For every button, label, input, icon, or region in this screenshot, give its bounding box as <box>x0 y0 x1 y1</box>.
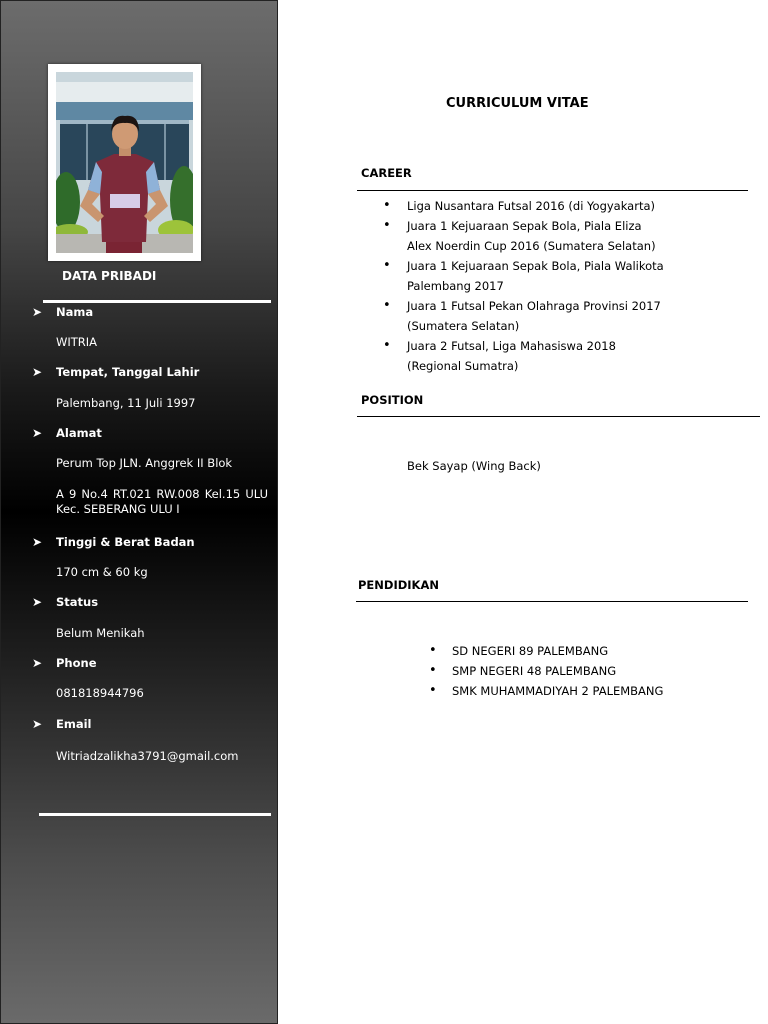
list-item: • Juara 1 Kejuaraan Sepak Bola, Piala Eliza Alex Noerdin Cup 2016 (Sumatera Selatan) <box>407 216 667 256</box>
position-divider <box>357 416 760 417</box>
list-item: • SD NEGERI 89 PALEMBANG <box>452 641 712 661</box>
career-heading: CAREER <box>361 166 412 180</box>
career-divider <box>357 190 748 191</box>
address-label: Alamat <box>56 426 102 440</box>
email-label: Email <box>56 717 92 731</box>
arrow-bullet-icon: ➤ <box>32 305 43 319</box>
status-label: Status <box>56 595 99 609</box>
profile-photo <box>56 72 193 253</box>
arrow-bullet-icon: ➤ <box>32 426 43 440</box>
list-item: • Juara 1 Kejuaraan Sepak Bola, Piala Walikota Palembang 2017 <box>407 256 667 296</box>
arrow-bullet-icon: ➤ <box>32 535 43 549</box>
education-heading: PENDIDIKAN <box>358 578 439 592</box>
arrow-bullet-icon: ➤ <box>32 595 43 609</box>
education-list <box>452 641 712 701</box>
sidebar <box>0 0 278 1024</box>
status-value: Belum Menikah <box>56 626 145 640</box>
birth-label: Tempat, Tanggal Lahir <box>56 365 200 379</box>
address-value-line2: A 9 No.4 RT.021 RW.008 Kel.15 ULU Kec. SEBERANG ULU I <box>56 487 268 516</box>
position-heading: POSITION <box>361 393 424 407</box>
arrow-bullet-icon: ➤ <box>32 656 43 670</box>
email-value: Witriadzalikha3791@gmail.com <box>56 749 239 763</box>
list-item: • SMP NEGERI 48 PALEMBANG <box>452 661 712 681</box>
arrow-bullet-icon: ➤ <box>32 717 43 731</box>
position-value: Bek Sayap (Wing Back) <box>407 459 541 473</box>
career-list <box>407 196 667 376</box>
address-value-line1: Perum Top JLN. Anggrek II Blok <box>56 456 233 470</box>
list-item: • Liga Nusantara Futsal 2016 (di Yogyakarta) <box>407 196 667 216</box>
name-label: Nama <box>56 305 94 319</box>
document-title: CURRICULUM VITAE <box>446 96 589 111</box>
sidebar-divider-bottom <box>39 813 271 816</box>
profile-photo-frame <box>48 64 201 261</box>
education-divider <box>356 601 748 602</box>
phone-value: 081818944796 <box>56 686 144 700</box>
birth-value: Palembang, 11 Juli 1997 <box>56 396 196 410</box>
height-weight-label: Tinggi & Berat Badan <box>56 535 195 549</box>
height-weight-value: 170 cm & 60 kg <box>56 565 148 579</box>
arrow-bullet-icon: ➤ <box>32 365 43 379</box>
sidebar-divider-top <box>43 300 271 303</box>
list-item: • Juara 1 Futsal Pekan Olahraga Provinsi 2017 (Sumatera Selatan) <box>407 296 667 336</box>
name-value: WITRIA <box>56 335 98 349</box>
list-item: • SMK MUHAMMADIYAH 2 PALEMBANG <box>452 681 712 701</box>
personal-data-title: DATA PRIBADI <box>62 269 157 283</box>
phone-label: Phone <box>56 656 97 670</box>
list-item: • Juara 2 Futsal, Liga Mahasiswa 2018 (Regional Sumatra) <box>407 336 667 376</box>
